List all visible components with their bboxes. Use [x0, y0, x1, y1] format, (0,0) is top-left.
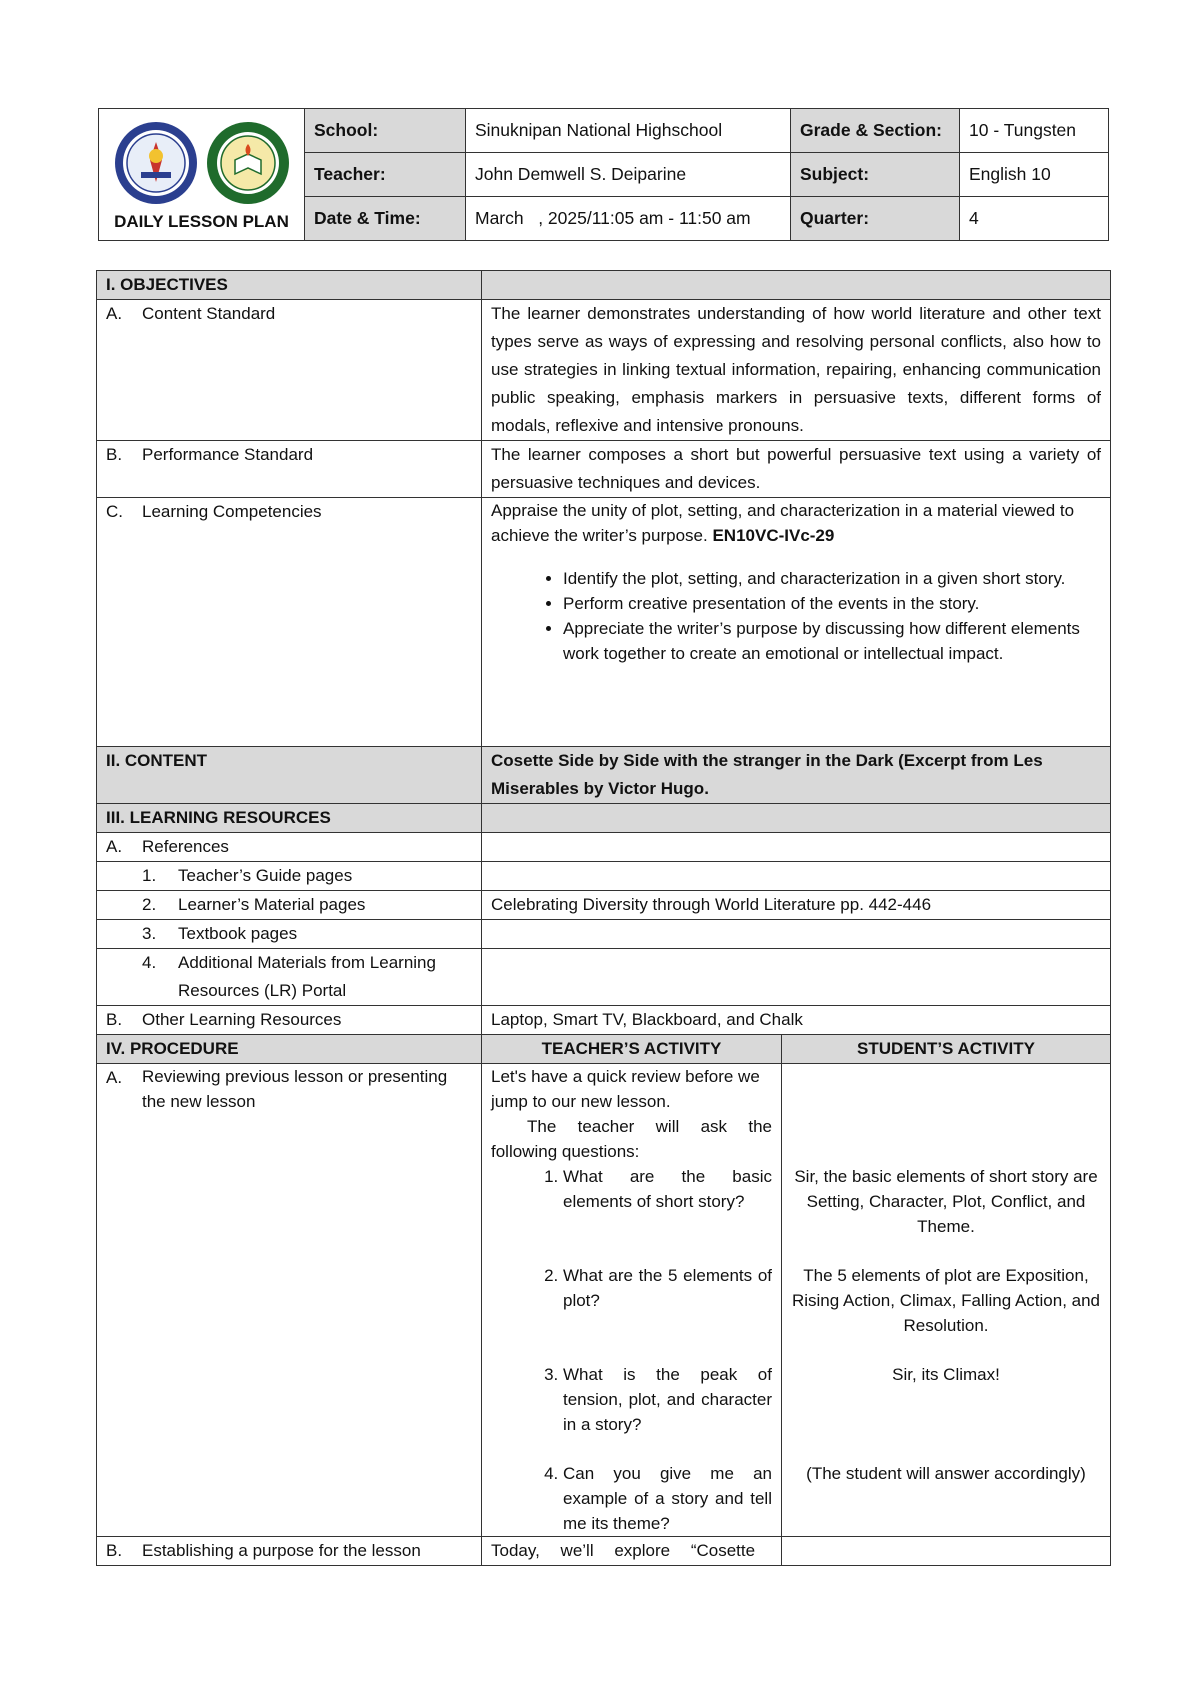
header-table [98, 108, 1109, 241]
other-resources-letter: B. [106, 1010, 123, 1029]
lesson-table [96, 270, 1111, 1566]
resource-value: Celebrating Diversity through World Literature pp. 442-446 [482, 891, 1111, 920]
purpose-letter: B. [106, 1541, 123, 1560]
resource-item-2 [97, 891, 482, 920]
resource-label: Additional Materials from Learning [178, 953, 436, 972]
competencies-letter: C. [106, 502, 123, 521]
purpose-student [782, 1537, 1111, 1566]
procedure-title: IV. PROCEDURE [97, 1035, 482, 1064]
resource-num: 2. [142, 895, 157, 914]
references-letter: A. [106, 837, 123, 856]
resources-title: III. LEARNING RESOURCES [97, 804, 482, 833]
performance-standard-letter: B. [106, 445, 123, 464]
list-item: • Identify the plot, setting, and characterization in a given short story. [563, 566, 1101, 591]
review-text-label: Reviewing previous lesson or presenting the new lesson [142, 1067, 448, 1111]
list-item: 4. Can you give me an example of a story and tell me its theme? [563, 1461, 772, 1536]
school-value: Sinuknipan National Highschool [466, 109, 791, 153]
performance-standard-text-label: Performance Standard [142, 445, 314, 464]
list-item: • Appreciate the writer’s purpose by discussing how different elements work together to create an emotional or intellectual impact. [563, 616, 1101, 666]
resource-item-4 [97, 949, 482, 1006]
purpose-text-label: Establishing a purpose for the lesson [142, 1541, 421, 1560]
school-label: School: [305, 109, 466, 153]
resource-label-line2: Resources (LR) Portal [178, 981, 347, 1000]
review-answer: (The student will answer accordingly) [806, 1464, 1086, 1483]
performance-standard-text: The learner composes a short but powerful persuasive text using a variety of persuasive techniques and devices. [482, 441, 1111, 498]
resource-value [482, 862, 1111, 891]
review-answer: Sir, the basic elements of short story are Setting, Character, Plot, Conflict, and Theme. [794, 1167, 1098, 1236]
review-label [97, 1064, 482, 1537]
deped-seal-icon [113, 120, 199, 206]
date-value: March , 2025/11:05 am - 11:50 am [466, 197, 791, 241]
resource-label: Textbook pages [178, 924, 298, 943]
resource-label: Teacher’s Guide pages [178, 866, 353, 885]
review-intro-2: The teacher will ask the following questions: [491, 1117, 772, 1161]
list-item: • Perform creative presentation of the events in the story. [563, 591, 1101, 616]
content-title: II. CONTENT [97, 747, 482, 804]
competencies-cell [482, 498, 1111, 747]
review-questions [491, 1164, 772, 1536]
subject-value: English 10 [960, 153, 1109, 197]
resource-num: 3. [142, 924, 157, 943]
content-standard-label [97, 300, 482, 441]
references-text-label: References [142, 837, 229, 856]
other-resources-value: Laptop, Smart TV, Blackboard, and Chalk [482, 1006, 1111, 1035]
doc-title: DAILY LESSON PLAN [114, 212, 289, 231]
list-item: 3. What is the peak of tension, plot, and character in a story? [563, 1362, 772, 1461]
grade-value: 10 - Tungsten [960, 109, 1109, 153]
resource-num: 1. [142, 866, 157, 885]
content-standard-text-label: Content Standard [142, 304, 276, 323]
purpose-teacher: Today, we’ll explore “Cosette [482, 1537, 782, 1566]
references-value [482, 833, 1111, 862]
other-resources-text-label: Other Learning Resources [142, 1010, 342, 1029]
resource-item-1 [97, 862, 482, 891]
student-review-cell [782, 1064, 1111, 1537]
resource-num: 4. [142, 953, 157, 972]
content-standard-text: The learner demonstrates understanding of how world literature and other text types serve as ways of expressing and resolving personal conflicts, also how to use strategies in linking textual information, repairing, enhancing communication public speaking, emphasis markers in persuasive texts, different forms of modals, reflexive and intensive pronouns. [482, 300, 1111, 441]
list-item: 2. What are the 5 elements of plot? [563, 1263, 772, 1362]
objectives-title-blank [482, 271, 1111, 300]
resource-label: Learner’s Material pages [178, 895, 366, 914]
grade-label: Grade & Section: [791, 109, 960, 153]
review-intro-1: Let's have a quick review before we jump to our new lesson. [491, 1067, 760, 1111]
subject-label: Subject: [791, 153, 960, 197]
competency-code: EN10VC-IVc-29 [712, 526, 835, 545]
quarter-value: 4 [960, 197, 1109, 241]
objectives-title: I. OBJECTIVES [97, 271, 482, 300]
teacher-value: John Demwell S. Deiparine [466, 153, 791, 197]
competencies-text: Appraise the unity of plot, setting, and characterization in a material viewed to achieve the writer’s purpose. [491, 501, 1075, 545]
review-answer: Sir, its Climax! [892, 1365, 1000, 1384]
competencies-text-label: Learning Competencies [142, 502, 322, 521]
date-label: Date & Time: [305, 197, 466, 241]
teacher-label: Teacher: [305, 153, 466, 197]
content-standard-letter: A. [106, 304, 123, 323]
purpose-label [97, 1537, 482, 1566]
competency-bullets [491, 566, 1101, 666]
teacher-review-cell [482, 1064, 782, 1537]
student-activity-header: STUDENT’S ACTIVITY [782, 1035, 1111, 1064]
resource-item-3 [97, 920, 482, 949]
logo-cell [99, 109, 305, 241]
quarter-label: Quarter: [791, 197, 960, 241]
performance-standard-label [97, 441, 482, 498]
teacher-activity-header: TEACHER’S ACTIVITY [482, 1035, 782, 1064]
references-label [97, 833, 482, 862]
review-answer: The 5 elements of plot are Exposition, Rising Action, Climax, Falling Action, and Resolution. [791, 1266, 1101, 1335]
resources-title-blank [482, 804, 1111, 833]
school-seal-icon [205, 120, 291, 206]
competencies-label [97, 498, 482, 747]
resource-value [482, 920, 1111, 949]
resource-value [482, 949, 1111, 1006]
list-item: 1. What are the basic elements of short story? [563, 1164, 772, 1263]
content-text: Cosette Side by Side with the stranger in the Dark (Excerpt from Les Miserables by Victor Hugo. [482, 747, 1111, 804]
review-letter: A. [106, 1068, 123, 1087]
other-resources-label [97, 1006, 482, 1035]
